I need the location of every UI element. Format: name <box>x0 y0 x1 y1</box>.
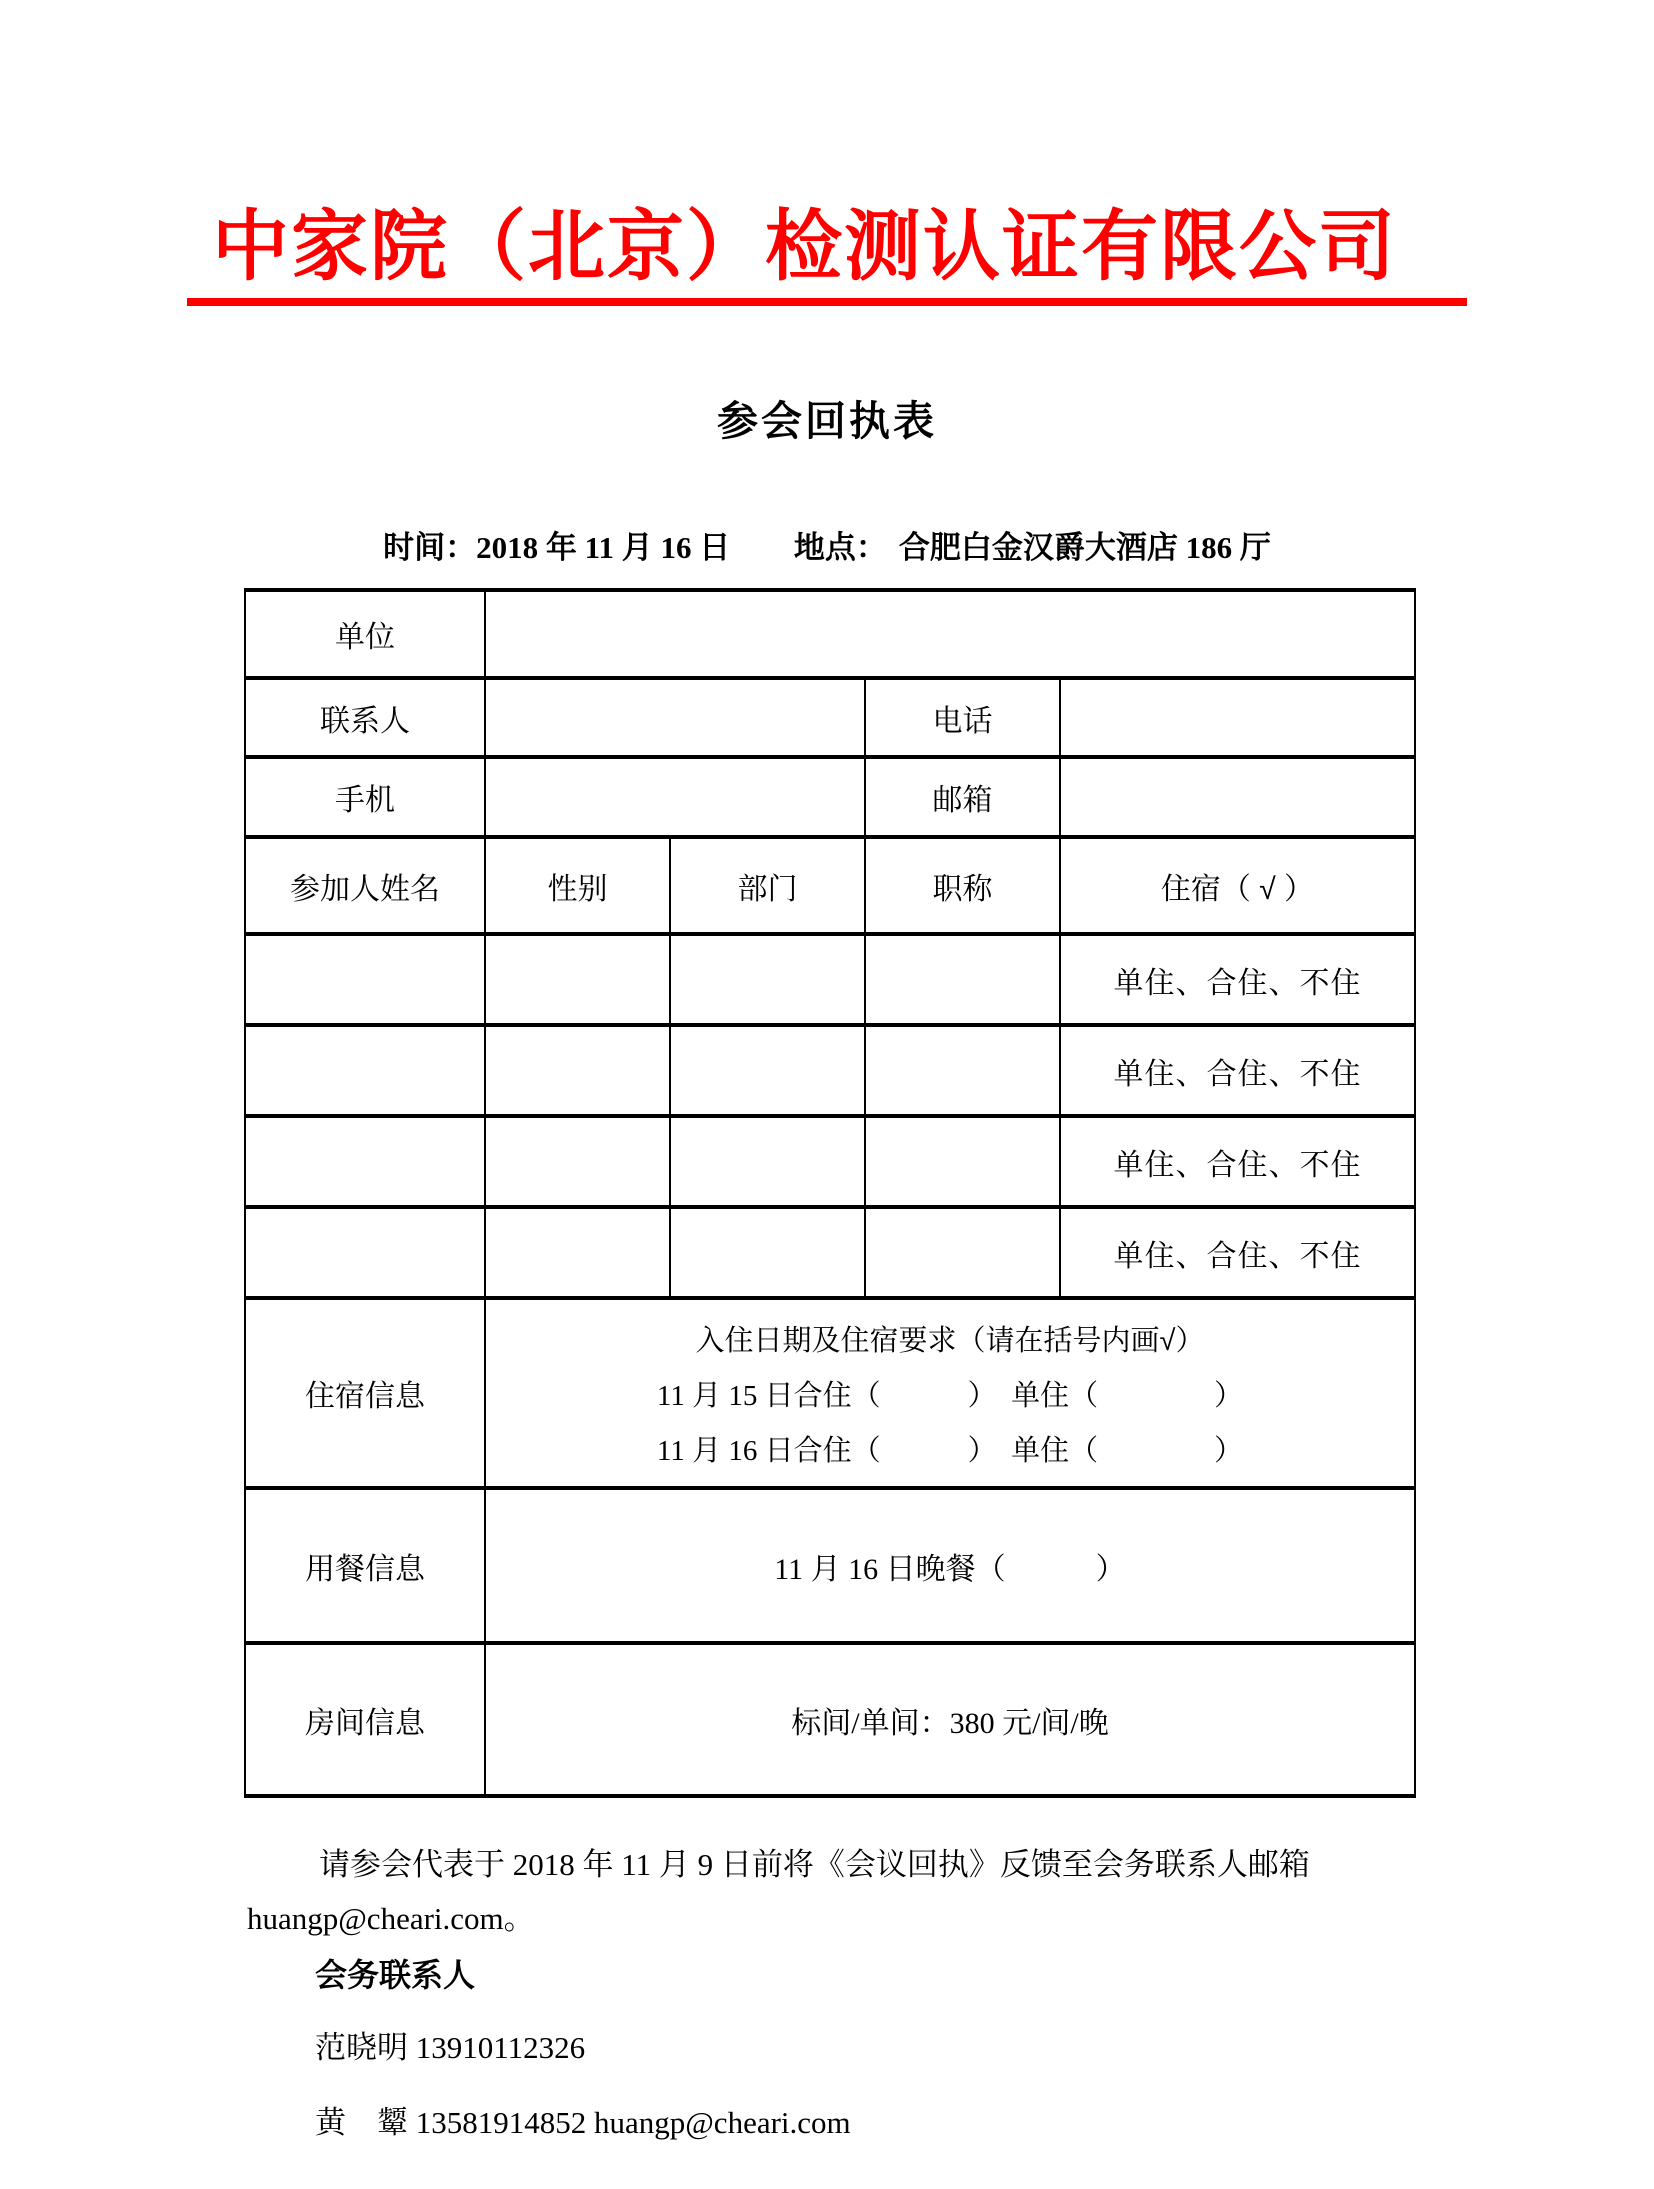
location-label: 地点： <box>793 530 887 565</box>
lodging-date-line-1: 11 月 15 日合住（ ） 单住（ ） <box>656 1379 1244 1412</box>
participant-title-cell[interactable] <box>865 1116 1060 1207</box>
participant-title-cell[interactable] <box>865 1025 1060 1116</box>
participant-name-cell[interactable] <box>245 1207 485 1298</box>
registration-table <box>244 588 1416 1798</box>
room-content: 标间/单间：380 元/间/晚 <box>485 1643 1415 1796</box>
contact-person-1: 范晓明 13910112326 <box>315 2030 586 2065</box>
stay-options: 单住、合住、不住 <box>1060 1116 1415 1207</box>
row-column-headers <box>245 837 1415 934</box>
contacts-block <box>315 1950 851 2172</box>
contact-person-2: 黄 颦 13581914852 huangp@cheari.com <box>315 2105 851 2140</box>
participant-row-1 <box>245 934 1415 1025</box>
participant-row-2 <box>245 1025 1415 1116</box>
col-header-name: 参加人姓名 <box>245 837 485 934</box>
participant-title-cell[interactable] <box>865 1207 1060 1298</box>
company-title-block <box>0 205 1654 306</box>
company-title: 中家院（北京）检测认证有限公司 <box>187 205 1467 306</box>
location-value: 合肥白金汉爵大酒店 186 厅 <box>898 530 1271 565</box>
participant-gender-cell[interactable] <box>485 1116 670 1207</box>
participant-department-cell[interactable] <box>670 934 865 1025</box>
participant-name-cell[interactable] <box>245 1116 485 1207</box>
room-label: 房间信息 <box>245 1643 485 1796</box>
participant-name-cell[interactable] <box>245 934 485 1025</box>
phone-value-cell[interactable] <box>1060 678 1415 757</box>
participant-gender-cell[interactable] <box>485 934 670 1025</box>
participant-department-cell[interactable] <box>670 1207 865 1298</box>
reply-notice <box>247 1838 1517 1947</box>
meta-line <box>0 522 1654 567</box>
time-label: 时间： <box>383 530 477 565</box>
participant-department-cell[interactable] <box>670 1025 865 1116</box>
col-header-gender: 性别 <box>485 837 670 934</box>
time-value: 2018 年 11 月 16 日 <box>476 530 731 565</box>
row-mobile <box>245 757 1415 837</box>
participant-department-cell[interactable] <box>670 1116 865 1207</box>
col-header-job-title: 职称 <box>865 837 1060 934</box>
participant-row-4 <box>245 1207 1415 1298</box>
unit-value-cell[interactable] <box>485 590 1415 678</box>
lodging-content-cell <box>485 1298 1415 1488</box>
row-unit <box>245 590 1415 678</box>
notice-line-2: huangp@cheari.com。 <box>247 1901 535 1937</box>
contact-label: 联系人 <box>245 678 485 757</box>
contacts-heading: 会务联系人 <box>315 1957 476 1993</box>
lodging-requirement-line: 入住日期及住宿要求（请在括号内画√） <box>695 1324 1205 1357</box>
mobile-value-cell[interactable] <box>485 757 865 837</box>
email-label: 邮箱 <box>865 757 1060 837</box>
participant-gender-cell[interactable] <box>485 1025 670 1116</box>
stay-options: 单住、合住、不住 <box>1060 1025 1415 1116</box>
participant-gender-cell[interactable] <box>485 1207 670 1298</box>
contact-value-cell[interactable] <box>485 678 865 757</box>
notice-line-1: 请参会代表于 2018 年 11 月 9 日前将《会议回执》反馈至会务联系人邮箱 <box>319 1847 1310 1882</box>
participant-row-3 <box>245 1116 1415 1207</box>
col-header-department: 部门 <box>670 837 865 934</box>
row-meal-info <box>245 1488 1415 1643</box>
unit-label: 单位 <box>245 590 485 678</box>
lodging-label: 住宿信息 <box>245 1298 485 1488</box>
stay-options: 单住、合住、不住 <box>1060 1207 1415 1298</box>
participant-name-cell[interactable] <box>245 1025 485 1116</box>
row-room-info <box>245 1643 1415 1796</box>
form-title: 参会回执表 <box>717 398 937 444</box>
mobile-label: 手机 <box>245 757 485 837</box>
participant-title-cell[interactable] <box>865 934 1060 1025</box>
row-contact <box>245 678 1415 757</box>
phone-label: 电话 <box>865 678 1060 757</box>
stay-options: 单住、合住、不住 <box>1060 934 1415 1025</box>
email-value-cell[interactable] <box>1060 757 1415 837</box>
meal-label: 用餐信息 <box>245 1488 485 1643</box>
row-lodging-info <box>245 1298 1415 1488</box>
col-header-stay: 住宿（ √ ） <box>1060 837 1415 934</box>
meal-content: 11 月 16 日晚餐（ ） <box>485 1488 1415 1643</box>
lodging-date-line-2: 11 月 16 日合住（ ） 单住（ ） <box>656 1434 1244 1467</box>
